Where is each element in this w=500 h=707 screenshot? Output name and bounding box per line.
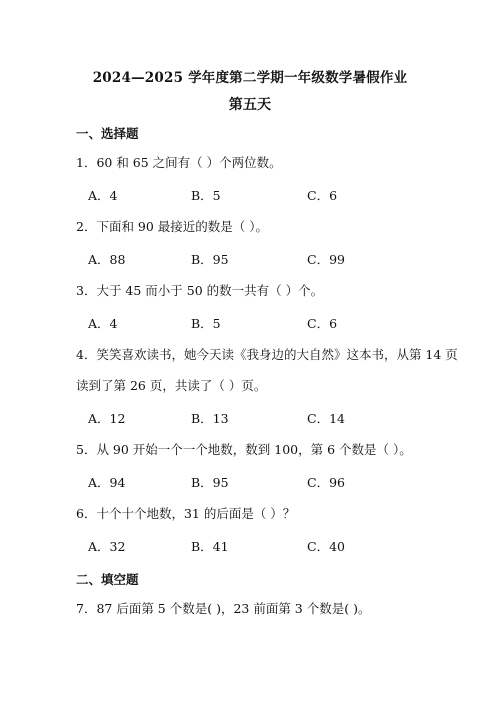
option-b: B．5: [191, 316, 221, 331]
option-b: B．95: [191, 475, 229, 490]
option-a: A．94: [88, 475, 126, 490]
option-a: A．4: [88, 188, 118, 203]
question-7: 7．87 后面第 5 个数是( )，23 前面第 3 个数是( )。: [76, 601, 371, 616]
option-b: B．95: [191, 252, 229, 267]
option-a: A．32: [88, 539, 126, 554]
question-4-line-2: 读到了第 26 页，共读了（ ）页。: [76, 378, 267, 393]
option-a: A．88: [88, 252, 126, 267]
worksheet-title: 2024—2025 学年度第二学期一年级数学暑假作业: [92, 70, 408, 86]
option-c: C．6: [307, 316, 338, 331]
question-4-line-1: 4．笑笑喜欢读书，她今天读《我身边的大自然》这本书，从第 14 页: [76, 347, 458, 362]
question-5: 5．从 90 开始一个一个地数，数到 100，第 6 个数是（ ）。: [76, 442, 412, 457]
option-a: A．12: [88, 411, 126, 426]
section-heading-fill-blank: 二、填空题: [76, 572, 139, 587]
question-6: 6．十个十个地数，31 的后面是（ ）？: [76, 506, 296, 521]
option-b: B．13: [191, 411, 229, 426]
question-2: 2．下面和 90 最接近的数是（ ）。: [76, 219, 269, 234]
option-b: B．41: [191, 539, 229, 554]
question-1: 1．60 和 65 之间有（ ）个两位数。: [76, 155, 282, 170]
option-c: C．6: [307, 188, 338, 203]
day-heading: 第五天: [228, 97, 272, 113]
option-c: C．99: [307, 252, 345, 267]
section-heading-choice: 一、选择题: [76, 126, 139, 141]
option-c: C．96: [307, 475, 345, 490]
option-a: A．4: [88, 316, 118, 331]
option-b: B．5: [191, 188, 221, 203]
option-c: C．40: [307, 539, 345, 554]
question-3: 3．大于 45 而小于 50 的数一共有（ ）个。: [76, 283, 324, 298]
option-c: C．14: [307, 411, 345, 426]
